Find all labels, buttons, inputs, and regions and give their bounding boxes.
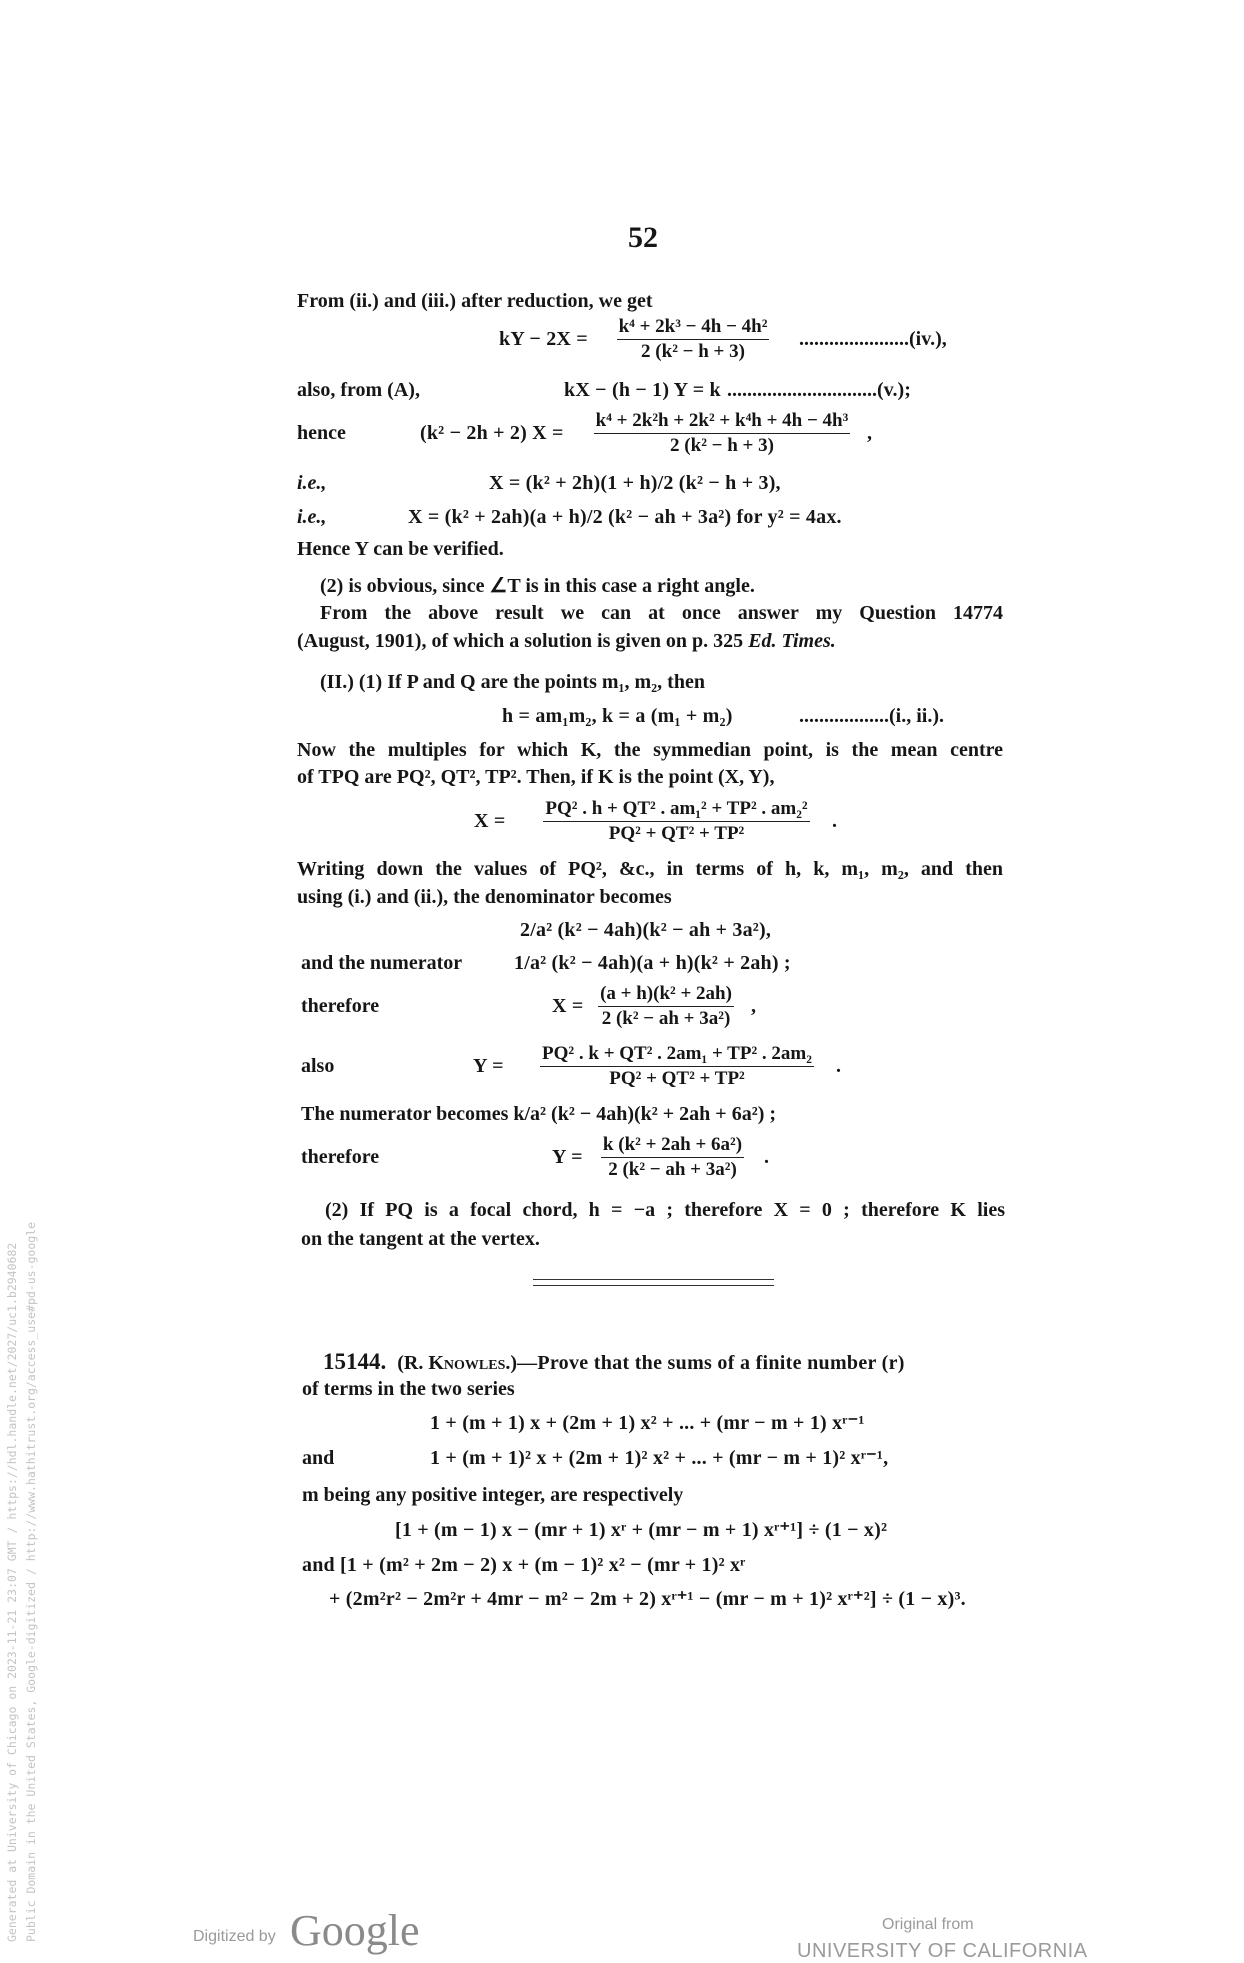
text-line: From (ii.) and (iii.) after reduction, we get bbox=[297, 290, 653, 312]
equation: + (2m²r² − 2m²r + 4mr − m² − 2m + 2) xʳ⁺¹ − (mr − m + 1)² xʳ⁺²] ÷ (1 − x)³. bbox=[329, 1588, 966, 1610]
text-line bbox=[297, 629, 836, 653]
digitized-by-label: Digitized by bbox=[193, 1928, 276, 1945]
text-line: using (i.) and (ii.), the denominator becomes bbox=[297, 886, 672, 908]
punctuation: , bbox=[867, 422, 872, 444]
text-line: m being any positive integer, are respectively bbox=[302, 1484, 684, 1506]
watermark-line: Generated at University of Chicago on 2023-11-21 23:07 GMT / https://hdl.handle.net/2027/uc1.b2940682 bbox=[5, 1242, 19, 1942]
watermark-line: Public Domain in the United States, Google-digitized / http://www.hathitrust.org/access_use#pd-us-google bbox=[24, 1221, 38, 1942]
equation-label: hence bbox=[297, 422, 346, 444]
equation: 2/a² (k² − 4ah)(k² − ah + 3a²), bbox=[520, 919, 772, 941]
page-number: 52 bbox=[628, 221, 658, 254]
institution-label: UNIVERSITY OF CALIFORNIA bbox=[797, 1940, 1088, 1962]
text-line: on the tangent at the vertex. bbox=[301, 1228, 540, 1250]
fraction bbox=[523, 798, 830, 845]
text-line: (2) If PQ is a focal chord, h = −a ; therefore X = 0 ; therefore K lies bbox=[325, 1199, 1005, 1221]
equation: h = am₁m₂, k = a (m₁ + m₂) bbox=[502, 705, 733, 727]
equation-label: i.e., bbox=[297, 472, 327, 494]
fraction-numerator: (a + h)(k² + 2ah) bbox=[598, 983, 734, 1007]
original-from-label: Original from bbox=[882, 1916, 974, 1933]
equation: [1 + (m − 1) x − (mr + 1) xʳ + (mr − m + 1) xʳ⁺¹] ÷ (1 − x)² bbox=[395, 1519, 888, 1541]
fraction-denominator: PQ² + QT² + TP² bbox=[609, 1068, 745, 1089]
text-line: Writing down the values of PQ², &c., in terms of h, k, m₁, m₂, and then bbox=[297, 858, 1003, 880]
fraction-denominator: 2 (k² − ah + 3a²) bbox=[601, 1008, 731, 1029]
text-line: From the above result we can at once answer my Question 14774 bbox=[320, 602, 1003, 624]
text-line: The numerator becomes k/a² (k² − 4ah)(k² + 2ah + 6a²) ; bbox=[301, 1103, 777, 1125]
text-line: (2) is obvious, since ∠T is in this case a right angle. bbox=[320, 575, 755, 597]
fraction-denominator: PQ² + QT² + TP² bbox=[608, 823, 745, 844]
punctuation: . bbox=[764, 1146, 769, 1168]
text-line: (II.) (1) If P and Q are the points m₁, m₂, then bbox=[320, 671, 705, 693]
fraction bbox=[579, 410, 865, 457]
equation-tag: ......................(iv.), bbox=[799, 328, 947, 350]
equation-label: i.e., bbox=[297, 506, 327, 528]
section-divider bbox=[533, 1279, 774, 1286]
punctuation: . bbox=[832, 810, 837, 832]
fraction bbox=[602, 316, 784, 363]
fraction bbox=[583, 983, 749, 1030]
equation: 1 + (m + 1) x + (2m + 1) x² + ... + (mr − m + 1) xʳ⁻¹ bbox=[430, 1412, 865, 1434]
equation-lhs: (k² − 2h + 2) X = bbox=[420, 422, 564, 444]
text-line: Hence Y can be verified. bbox=[297, 538, 504, 560]
question-author: (R. Knowles.) bbox=[397, 1352, 518, 1374]
equation-lhs: Y = bbox=[473, 1055, 504, 1077]
punctuation: , bbox=[751, 995, 756, 1017]
fraction-numerator: PQ² . k + QT² . 2am₁ + TP² . 2am₂ bbox=[540, 1043, 814, 1067]
equation-label: therefore bbox=[301, 995, 380, 1017]
text: (August, 1901), of which a solution is given on p. 325 bbox=[297, 630, 749, 652]
fraction-denominator: 2 (k² − h + 3) bbox=[670, 435, 774, 456]
equation-lhs: Y = bbox=[552, 1146, 583, 1168]
fraction bbox=[583, 1134, 762, 1181]
equation: and [1 + (m² + 2m − 2) x + (m − 1)² x² − (mr + 1)² xʳ bbox=[302, 1554, 746, 1576]
equation-label: and the numerator bbox=[301, 952, 463, 974]
equation: 1 + (m + 1)² x + (2m + 1)² x² + ... + (mr − m + 1)² xʳ⁻¹, bbox=[430, 1447, 889, 1469]
equation-label: also, from (A), bbox=[297, 379, 420, 401]
fraction-denominator: 2 (k² − ah + 3a²) bbox=[608, 1159, 737, 1180]
equation: kX − (h − 1) Y = k bbox=[564, 379, 721, 401]
equation-label: therefore bbox=[301, 1146, 380, 1168]
google-logo: Google bbox=[290, 1906, 420, 1955]
fraction bbox=[520, 1043, 834, 1090]
equation-label: also bbox=[301, 1055, 335, 1077]
equation: X = (k² + 2h)(1 + h)/2 (k² − h + 3), bbox=[489, 472, 781, 494]
punctuation: . bbox=[836, 1055, 841, 1077]
fraction-numerator: k (k² + 2ah + 6a²) bbox=[601, 1134, 744, 1158]
text-line: of terms in the two series bbox=[302, 1378, 515, 1400]
text-line: of TPQ are PQ², QT², TP². Then, if K is the point (X, Y), bbox=[297, 766, 775, 788]
text-line: Now the multiples for which K, the symmedian point, is the mean centre bbox=[297, 739, 1003, 761]
equation-tag: ..............................(v.); bbox=[727, 379, 911, 401]
question-number: 15144. bbox=[323, 1349, 387, 1374]
equation-tag: ..................(i., ii.). bbox=[799, 705, 944, 727]
journal-title: Ed. Times. bbox=[748, 630, 836, 652]
question-heading bbox=[323, 1350, 905, 1375]
equation: 1/a² (k² − 4ah)(a + h)(k² + 2ah) ; bbox=[514, 952, 791, 974]
fraction-numerator: PQ² . h + QT² . am₁² + TP² . am₂² bbox=[543, 798, 809, 822]
fraction-denominator: 2 (k² − h + 3) bbox=[641, 341, 745, 362]
fraction-numerator: k⁴ + 2k²h + 2k² + k⁴h + 4h − 4h³ bbox=[594, 410, 851, 434]
fraction-numerator: k⁴ + 2k³ − 4h − 4h² bbox=[617, 316, 770, 340]
equation: X = (k² + 2ah)(a + h)/2 (k² − ah + 3a²) for y² = 4ax. bbox=[408, 506, 842, 528]
equation-lhs: X = bbox=[474, 810, 506, 832]
equation-lhs: kY − 2X = bbox=[499, 328, 588, 350]
question-text: —Prove that the sums of a finite number (r) bbox=[517, 1352, 905, 1374]
equation-lhs: X = bbox=[552, 995, 584, 1017]
equation-label: and bbox=[302, 1447, 335, 1469]
